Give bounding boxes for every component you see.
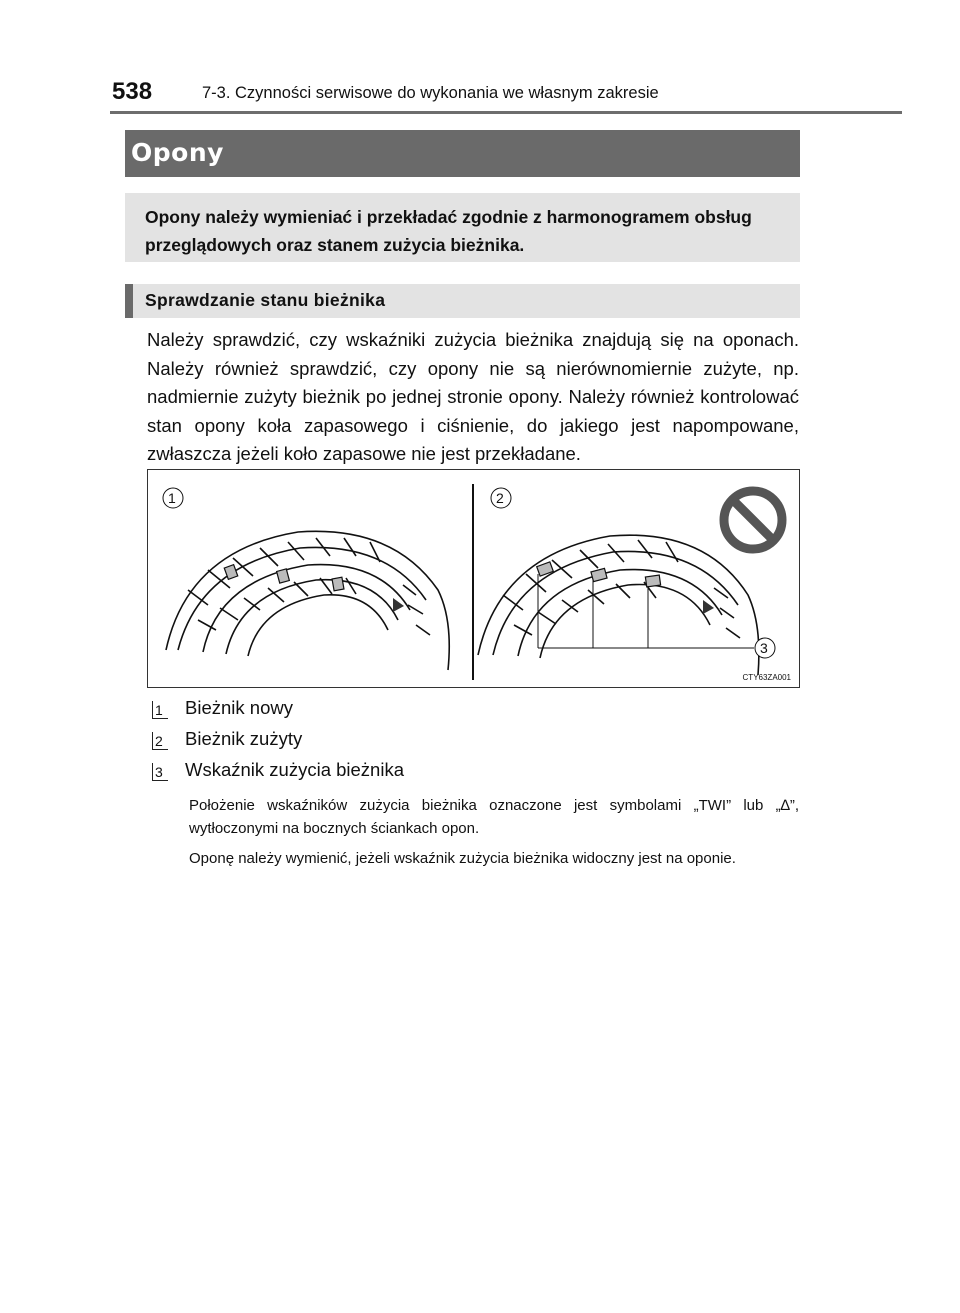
tire-tread-figure <box>147 469 800 688</box>
intro-text: Opony należy wymieniać i przekładać zgodnie z harmonogramem obsług przeglądowych oraz stanem zużycia bieżnika. <box>145 207 752 255</box>
callout-1: 1 <box>168 490 176 506</box>
legend-label: Bieżnik nowy <box>185 697 293 718</box>
section-title-bar <box>125 130 800 177</box>
new-tread-tire <box>166 531 449 670</box>
section-title: Opony <box>131 138 224 167</box>
figure-code: CTY63ZA001 <box>742 673 791 682</box>
prohibition-icon <box>724 491 782 549</box>
page-header <box>112 78 802 108</box>
intro-box <box>125 193 800 262</box>
tire-illustration <box>148 470 801 689</box>
chapter-title: 7-3. Czynności serwisowe do wykonania we własnym zakresie <box>202 84 659 102</box>
subsection-bar <box>125 284 800 318</box>
legend-label: Wskaźnik zużycia bieżnika <box>185 759 404 780</box>
body-paragraph: Należy sprawdzić, czy wskaźniki zużycia bieżnika znajdują się na oponach. Należy również sprawdzić, czy opony nie są nierównomiernie zużyte, np. nadmiernie zużyty bieżnik po jednej stronie opony. Należy również kontrolować stan opony koła zapasowego i ciśnienie, do jakiego jest napompowane, zwłaszcza jeżeli koło zapasowe nie jest przekładane. <box>147 329 799 465</box>
note-paragraph: Położenie wskaźników zużycia bieżnika oznaczone jest symbolami „TWI” lub „∆”, wytłoczonymi na bocznych ściankach opon. <box>189 797 799 837</box>
subsection-title: Sprawdzanie stanu bieżnika <box>145 290 386 310</box>
header-divider <box>110 111 902 114</box>
legend-number: 1 <box>152 701 168 719</box>
subsection-marker <box>125 284 133 318</box>
callout-2: 2 <box>496 490 504 506</box>
wear-indicators-worn <box>537 562 661 587</box>
legend-number: 2 <box>152 732 168 750</box>
callout-3: 3 <box>760 640 768 656</box>
legend-label: Bieżnik zużyty <box>185 728 303 749</box>
page-number: 538 <box>112 78 153 105</box>
worn-tread-tire <box>478 535 759 675</box>
legend-number: 3 <box>152 763 168 781</box>
note-paragraph: Oponę należy wymienić, jeżeli wskaźnik zużycia bieżnika widoczny jest na oponie. <box>189 850 736 867</box>
